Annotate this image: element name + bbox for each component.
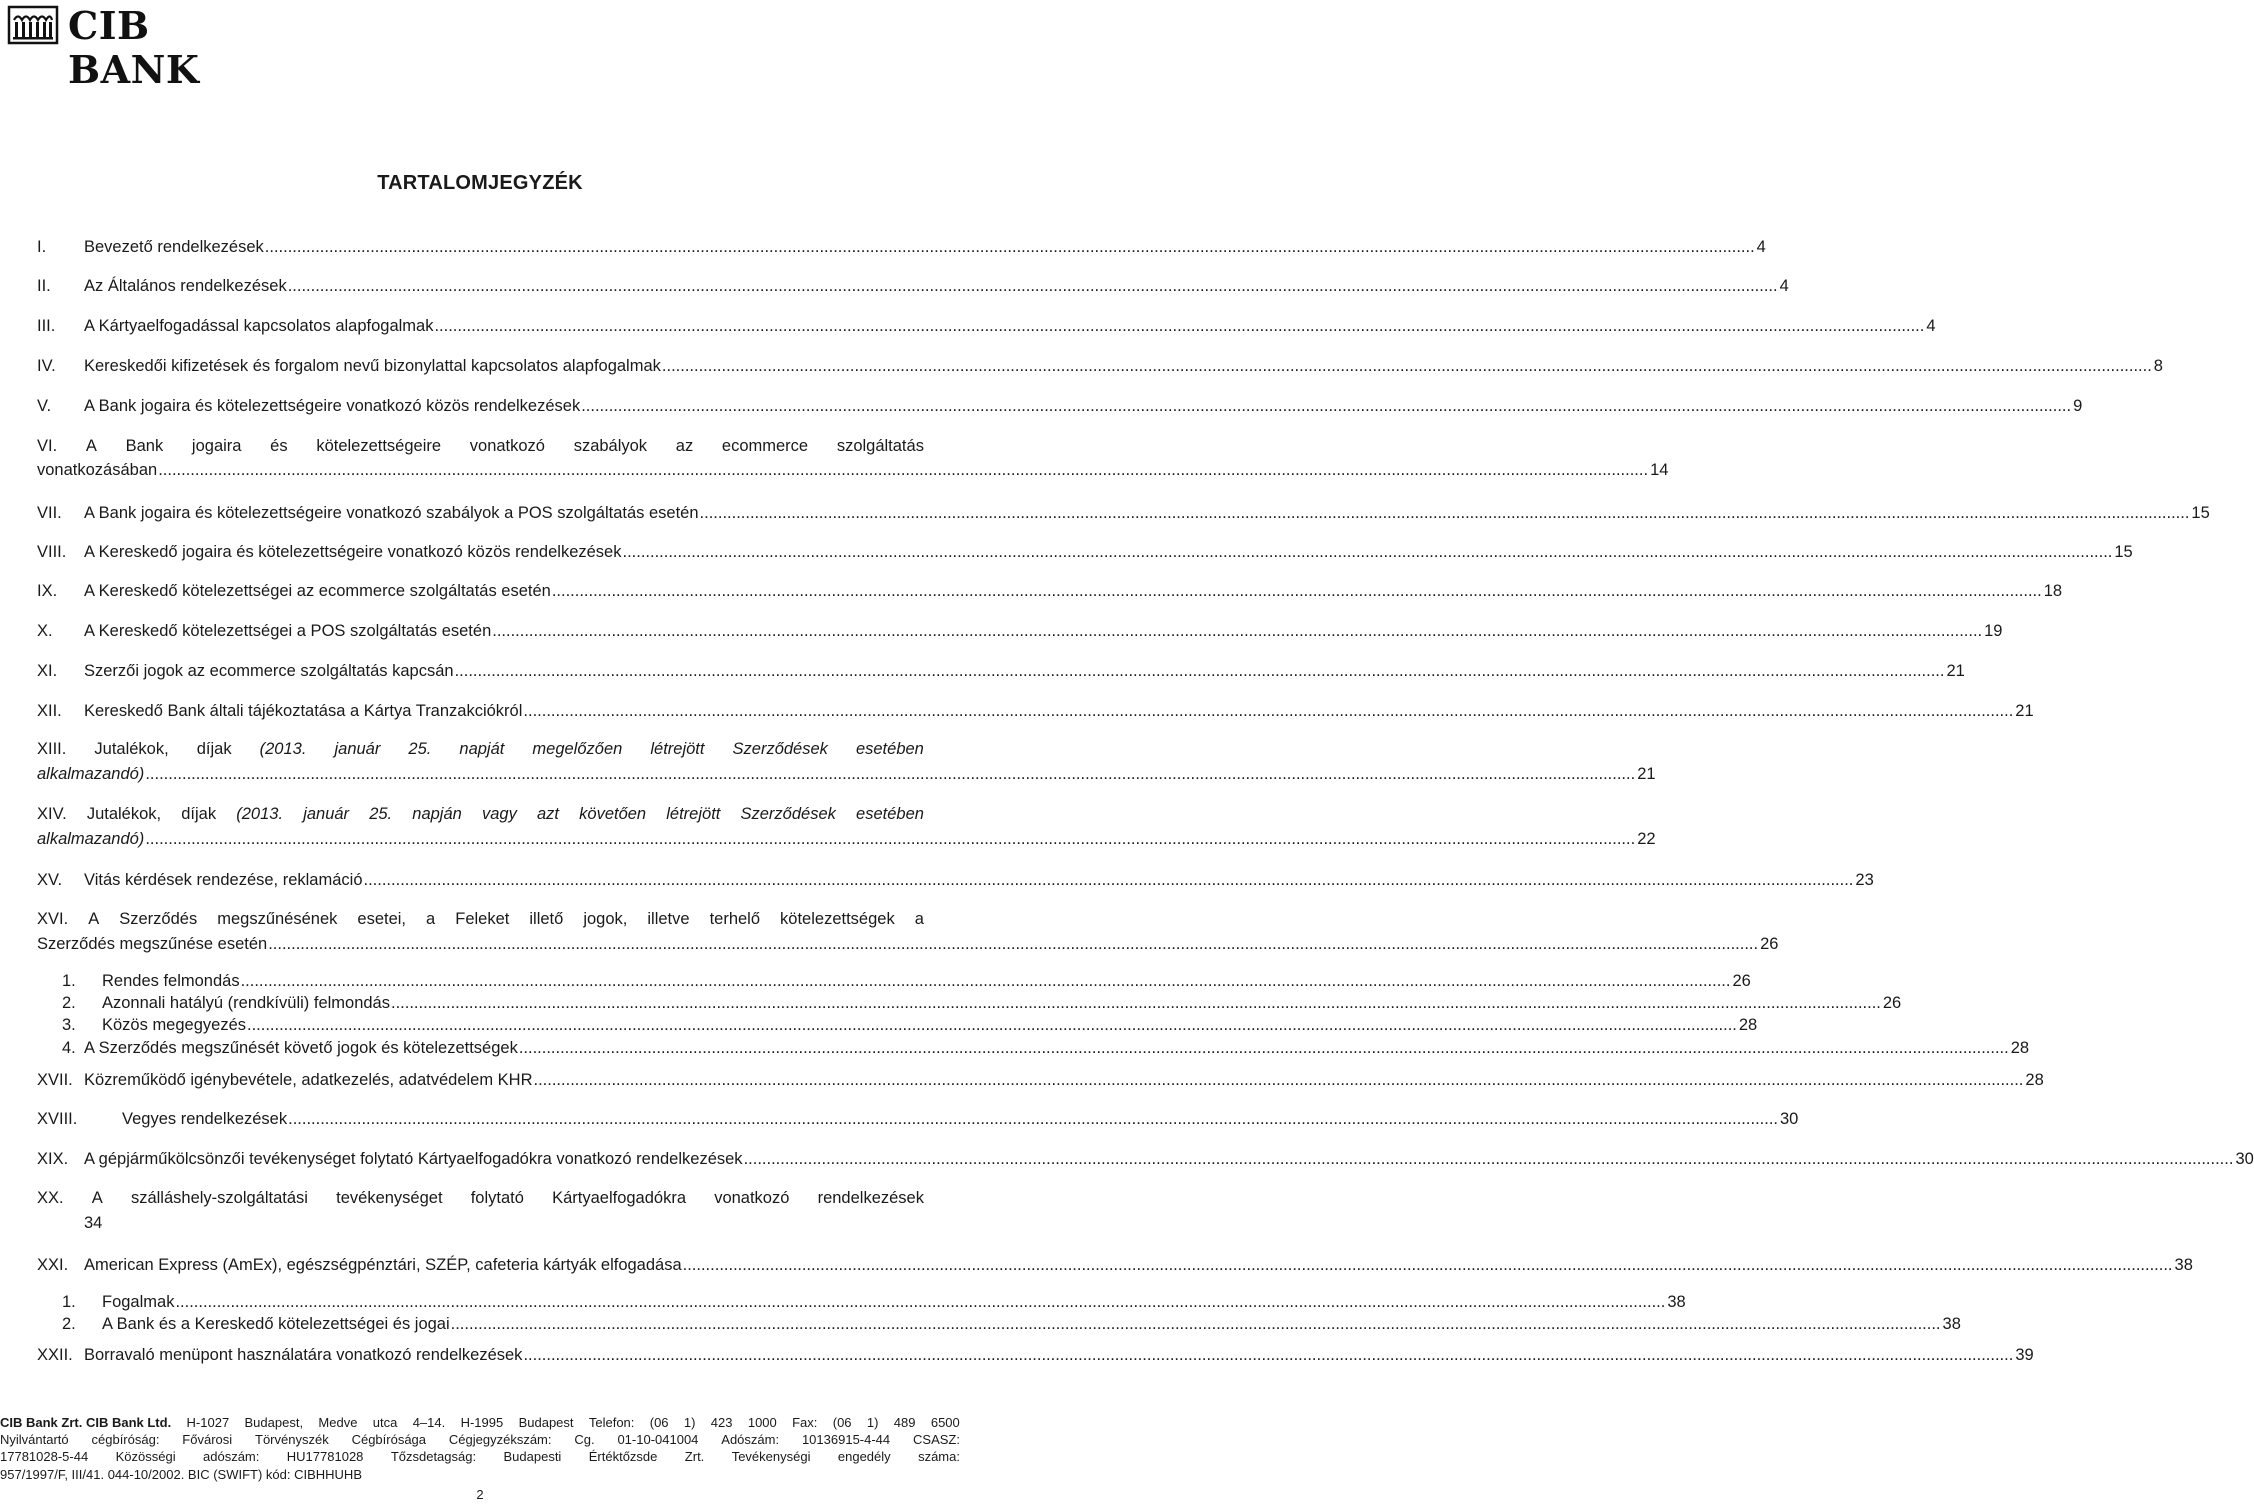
toc-page: 34 bbox=[84, 1214, 103, 1232]
toc-text: Rendes felmondás bbox=[102, 972, 240, 990]
toc-text: Kereskedő Bank általi tájékoztatása a Kártya Tranzakciókról bbox=[84, 702, 523, 720]
toc-entry[interactable] bbox=[37, 701, 2034, 721]
toc-text: A Bank jogaira és kötelezettségeire vonatkozó szabályok a POS szolgáltatás esetén bbox=[84, 504, 699, 522]
toc-page: 4 bbox=[1926, 317, 1936, 335]
toc-page: 4 bbox=[1779, 277, 1789, 295]
toc-number: X. bbox=[37, 622, 53, 640]
toc-page: 26 bbox=[1760, 935, 1779, 953]
toc-number: II. bbox=[37, 277, 51, 295]
toc-entry[interactable] bbox=[37, 1149, 2254, 1169]
footer-line: CIB Bank Zrt. CIB Bank Ltd. H-1027 Budapest, Medve utca 4–14. H-1995 Budapest Telefon: (06 1) 423 1000 Fax: (06 1) 489 6500 bbox=[0, 1415, 960, 1430]
toc-number: XI. bbox=[37, 662, 58, 680]
toc-text-justified: XIII. Jutalékok, díjak (2013. január 25. napját megelőzően létrejött Szerződések esetében bbox=[37, 740, 924, 758]
toc-text: Az Általános rendelkezések bbox=[84, 277, 287, 295]
footer-company: CIB Bank Zrt. CIB Bank Ltd. bbox=[0, 1415, 172, 1430]
toc-text: Azonnali hatályú (rendkívüli) felmondás bbox=[102, 994, 390, 1012]
toc-subentry[interactable] bbox=[62, 1292, 1686, 1312]
toc-number: 4. bbox=[62, 1039, 76, 1057]
toc-text: A Kereskedő kötelezettségei a POS szolgáltatás esetén bbox=[84, 622, 492, 640]
page-number: 2 bbox=[476, 1487, 484, 1502]
toc-subentry[interactable] bbox=[62, 993, 1902, 1013]
toc-number: 2. bbox=[62, 1315, 76, 1333]
toc-page: 21 bbox=[1946, 662, 1965, 680]
toc-subentry[interactable] bbox=[62, 971, 1751, 991]
toc-entry[interactable] bbox=[37, 276, 1789, 296]
toc-text: Közreműködő igénybevétele, adatkezelés, adatvédelem KHR bbox=[84, 1071, 533, 1089]
toc-entry[interactable] bbox=[37, 436, 1669, 480]
toc-page: 28 bbox=[1738, 1016, 1758, 1034]
footer-line: 957/1997/F, III/41. 044-10/2002. BIC (SWIFT) kód: CIBHHUHB bbox=[0, 1466, 362, 1482]
toc-page: 19 bbox=[1984, 622, 2003, 640]
toc-number: XII. bbox=[37, 702, 62, 720]
toc-number: XVII. bbox=[37, 1071, 73, 1089]
toc-text-justified: XIV. Jutalékok, díjak (2013. január 25. napján vagy azt követően létrejött Szerződések esetében bbox=[37, 805, 924, 823]
toc-page: 15 bbox=[2191, 504, 2210, 522]
toc-entry[interactable] bbox=[37, 1188, 924, 1233]
toc-number: VIII. bbox=[37, 543, 67, 561]
toc-number: XVIII. bbox=[37, 1110, 78, 1128]
toc-entry[interactable] bbox=[37, 316, 1936, 336]
toc-text: alkalmazandó) bbox=[37, 765, 145, 783]
toc-entry[interactable] bbox=[37, 581, 2063, 601]
toc-page: 14 bbox=[1650, 461, 1669, 479]
toc-text: Közös megegyezés bbox=[102, 1016, 246, 1034]
toc-number: XIX. bbox=[37, 1150, 69, 1168]
toc-page: 4 bbox=[1756, 238, 1766, 256]
toc-page: 38 bbox=[2174, 1256, 2193, 1274]
toc-page: 30 bbox=[2235, 1150, 2254, 1168]
toc-text: A gépjárműkölcsönzői tevékenységet folytató Kártyaelfogadókra vonatkozó rendelkezések bbox=[84, 1150, 743, 1168]
toc-page: 8 bbox=[2153, 357, 2163, 375]
toc-text: Vegyes rendelkezések bbox=[122, 1110, 288, 1128]
toc-entry[interactable] bbox=[37, 396, 2083, 416]
toc-number: 1. bbox=[62, 1293, 76, 1311]
toc-entry[interactable] bbox=[37, 356, 2163, 376]
toc-subentry[interactable] bbox=[62, 1015, 1758, 1035]
toc-number: XXII. bbox=[37, 1346, 73, 1364]
toc-page: 38 bbox=[1942, 1315, 1961, 1333]
page-footer bbox=[0, 1414, 960, 1483]
toc-entry[interactable] bbox=[37, 870, 1874, 890]
toc-number: IV. bbox=[37, 357, 56, 375]
toc-number: XXI. bbox=[37, 1256, 69, 1274]
toc-number: I. bbox=[37, 238, 47, 256]
toc-entry[interactable] bbox=[37, 621, 2003, 641]
toc-page: 38 bbox=[1667, 1293, 1686, 1311]
toc-entry[interactable] bbox=[37, 909, 1779, 954]
toc-number: 2. bbox=[62, 994, 76, 1012]
toc-page: 15 bbox=[2114, 543, 2133, 561]
toc-entry[interactable] bbox=[37, 1255, 2193, 1275]
toc-text: Vitás kérdések rendezése, reklamáció bbox=[84, 871, 363, 889]
toc-page: 28 bbox=[2025, 1071, 2044, 1089]
toc-page: 22 bbox=[1637, 830, 1656, 848]
toc-entry[interactable] bbox=[37, 1070, 2044, 1090]
toc-text: Borravaló menüpont használatára vonatkozó rendelkezések bbox=[84, 1346, 523, 1364]
toc-number: VII. bbox=[37, 504, 62, 522]
toc-number: 1. bbox=[62, 972, 76, 990]
toc-number: III. bbox=[37, 317, 56, 335]
toc-subentry[interactable] bbox=[62, 1314, 1961, 1334]
toc-text: vonatkozásában bbox=[37, 461, 158, 479]
toc-text-justified: XX. A szálláshely-szolgáltatási tevékenységet folytató Kártyaelfogadókra vonatkozó rendelkezések bbox=[37, 1189, 924, 1207]
toc-page: 21 bbox=[1637, 765, 1656, 783]
toc-entry[interactable] bbox=[37, 1109, 1799, 1129]
toc-text: A Bank és a Kereskedő kötelezettségei és jogai bbox=[102, 1315, 450, 1333]
toc-text: A Szerződés megszűnését követő jogok és kötelezettségek bbox=[84, 1039, 518, 1057]
toc-subentry[interactable] bbox=[62, 1038, 2030, 1058]
bank-logo bbox=[6, 2, 286, 92]
toc-number: V. bbox=[37, 397, 52, 415]
toc-text: A Bank jogaira és kötelezettségeire vonatkozó közös rendelkezések bbox=[84, 397, 581, 415]
toc-text: A Kereskedő kötelezettségei az ecommerce szolgáltatás esetén bbox=[84, 582, 551, 600]
toc-text-justified: XVI. A Szerződés megszűnésének esetei, a Feleket illető jogok, illetve terhelő kötelezettségek a bbox=[37, 910, 924, 928]
bank-building-icon bbox=[8, 6, 58, 44]
toc-text: A Kereskedő jogaira és kötelezettségeire vonatkozó közös rendelkezések bbox=[84, 543, 622, 561]
toc-text: Szerzői jogok az ecommerce szolgáltatás kapcsán bbox=[84, 662, 454, 680]
toc-entry[interactable] bbox=[37, 661, 1965, 681]
page-title: TARTALOMJEGYZÉK bbox=[377, 172, 583, 194]
toc-text: A Kártyaelfogadással kapcsolatos alapfogalmak bbox=[84, 317, 434, 335]
toc-text-justified: VI. A Bank jogaira és kötelezettségeire vonatkozó szabályok az ecommerce szolgáltatás bbox=[37, 437, 924, 455]
bank-name: CIB BANK bbox=[68, 3, 200, 92]
toc-entry[interactable] bbox=[37, 237, 1766, 257]
toc-text: Bevezető rendelkezések bbox=[84, 238, 264, 256]
toc-page: 30 bbox=[1779, 1110, 1799, 1128]
toc-text: Kereskedői kifizetések és forgalom nevű bizonylattal kapcsolatos alapfogalmak bbox=[84, 357, 661, 375]
toc-entry[interactable] bbox=[37, 804, 1656, 849]
toc-text: American Express (AmEx), egészségpénztári, SZÉP, cafeteria kártyák elfogadása bbox=[84, 1256, 682, 1274]
toc-page: 18 bbox=[2043, 582, 2063, 600]
footer-line: 17781028-5-44 Közösségi adószám: HU17781028 Tőzsdetagság: Budapesti Értéktőzsde Zrt. Tevékenységi engedély száma: bbox=[0, 1449, 960, 1465]
toc-page: 9 bbox=[2073, 397, 2083, 415]
footer-line: Nyilvántartó cégbíróság: Fővárosi Törvényszék Cégbírósága Cégjegyzékszám: Cg. 01-10-041004 Adószám: 10136915-4-44 CSASZ: bbox=[0, 1432, 960, 1448]
toc-page: 21 bbox=[2015, 702, 2034, 720]
toc-page: 26 bbox=[1882, 994, 1902, 1012]
toc-number: IX. bbox=[37, 582, 58, 600]
toc-page: 39 bbox=[2015, 1346, 2034, 1364]
toc-text: alkalmazandó) bbox=[37, 830, 145, 848]
toc-entry[interactable] bbox=[37, 503, 2210, 523]
toc-entry[interactable] bbox=[37, 1345, 2034, 1365]
toc-page: 26 bbox=[1732, 972, 1751, 990]
toc-page: 28 bbox=[2010, 1039, 2030, 1057]
toc-page: 23 bbox=[1855, 871, 1874, 889]
toc-number: 3. bbox=[62, 1016, 76, 1034]
toc-entry[interactable] bbox=[37, 739, 1656, 784]
toc-entry[interactable] bbox=[37, 542, 2133, 562]
toc-text: Szerződés megszűnése esetén bbox=[37, 935, 268, 953]
toc-number: XV. bbox=[37, 871, 63, 889]
toc-text: Fogalmak bbox=[102, 1293, 175, 1311]
